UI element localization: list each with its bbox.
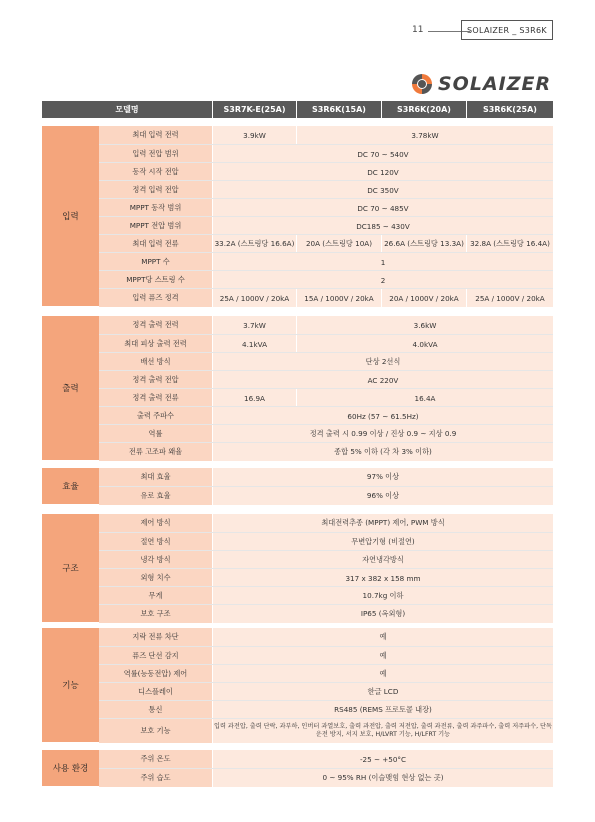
spec-label: MPPT 동작 범위 [99,199,213,217]
spec-label: 역률 [99,425,213,443]
table-row [99,216,553,235]
table-row [99,568,553,587]
spec-value-cell: 20A / 1000V / 20kA [382,289,467,307]
spec-group [42,316,553,460]
spec-value-cell: 3.78kW [411,130,439,140]
spec-label: 입력 퓨즈 정격 [99,289,213,307]
spec-values [213,425,553,443]
table-row [99,700,553,719]
spec-label: 주위 습도 [99,769,213,787]
table-row [99,198,553,217]
spec-values [213,181,553,199]
spec-group [42,468,553,504]
spec-group [42,628,553,742]
spec-values [213,407,553,425]
spec-label: 전류 고조파 왜율 [99,443,213,461]
spec-label: MPPT 수 [99,253,213,271]
spec-value-cell: 3.9kW [213,126,297,144]
table-row [99,604,553,623]
spec-values [213,750,553,768]
logo-text: SOLAIZER [438,73,552,95]
spec-value-cell: DC 350V [367,185,399,195]
spec-values [213,163,553,181]
spec-label: 최대 입력 전력 [99,126,213,144]
spec-values [213,769,553,787]
spec-value-cell: 20A (스트링당 10A) [297,235,382,253]
spec-values [213,569,553,587]
table-row [99,126,553,144]
table-row [99,388,553,407]
spec-values [213,443,553,461]
spec-value-cell: 15A / 1000V / 20kA [297,289,382,307]
spec-values [213,235,553,253]
spec-group-label: 사용 환경 [42,750,99,786]
spec-value-cell: 최대전력추종 (MPPT) 제어, PWM 방식 [321,518,445,527]
spec-value-cell: 1 [380,257,386,267]
spec-value-cell: 자연냉각방식 [362,555,404,564]
spec-value-cell: 16.4A [414,393,436,403]
spec-value-cell: 4.0kVA [412,339,438,349]
table-row [99,252,553,271]
spec-label: 입력 전압 범위 [99,145,213,163]
spec-value-cell: 26.6A (스트링당 13.3A) [382,235,467,253]
spec-label: 무게 [99,587,213,605]
spec-value-cell: 25A / 1000V / 20kA [213,289,297,307]
table-row [99,628,553,646]
spec-value-cell: 예 [379,669,387,678]
column-header-s3r6k-25a: S3R6K(25A) [483,105,537,114]
spec-label: 외형 치수 [99,569,213,587]
spec-group-label: 구조 [42,514,99,622]
spec-values [213,253,553,271]
spec-values [213,316,553,334]
spec-value-cell: DC 70 ~ 540V [357,149,409,159]
spec-label: 제어 방식 [99,514,213,532]
spec-value-cell: 한글 LCD [367,687,399,696]
spec-value-cell: 96% 이상 [366,491,400,500]
table-row [99,162,553,181]
table-row [99,424,553,443]
spec-value-cell: 32.8A (스트링당 16.4A) [470,239,550,248]
spec-value-cell: 4.1kVA [213,335,297,353]
spec-label: MPPT 전압 범위 [99,217,213,235]
spec-value-cell: 3.7kW [213,316,297,334]
spec-value-cell: 0 ~ 95% RH (이슬맺힘 현상 없는 곳) [322,773,444,782]
table-row [99,288,553,307]
spec-values [213,514,553,532]
spec-value-cell: 33.2A (스트링당 16.6A) [213,235,297,253]
spec-label: 퓨즈 단선 감지 [99,647,213,665]
spec-values [213,533,553,551]
table-row [99,334,553,353]
spec-values [213,389,553,407]
spec-values [213,587,553,605]
spec-values [213,353,553,371]
table-row [99,750,553,768]
spec-value-cell: DC 70 ~ 485V [357,203,409,213]
spec-label: 정격 출력 전압 [99,371,213,389]
spec-value-cell: 예 [379,632,387,641]
spec-value-cell: 10.7kg 이하 [362,591,404,600]
spec-values [213,701,553,719]
spec-value-cell: 3.6kW [413,320,437,330]
spec-group-label: 입력 [42,126,99,306]
table-row [99,514,553,532]
spec-label: 배선 방식 [99,353,213,371]
spec-label: 지락 전류 차단 [99,628,213,646]
spec-label: 출력 주파수 [99,407,213,425]
table-row [99,316,553,334]
spec-values [213,335,553,353]
spec-value-cell: 종합 5% 이하 (각 차 3% 이하) [334,447,432,456]
table-row [99,486,553,505]
table-row [99,550,553,569]
spec-label: 디스플레이 [99,683,213,701]
spec-value-cell: AC 220V [367,375,399,385]
spec-label: 절연 방식 [99,533,213,551]
spec-value-cell: 60Hz (57 ~ 61.5Hz) [347,411,419,421]
table-row [99,180,553,199]
spec-value-cell: 25A / 1000V / 20kA [475,293,545,303]
spec-label: 정격 출력 전력 [99,316,213,334]
spec-value-cell: 단상 2선식 [365,357,401,366]
table-row [99,406,553,425]
logo-swirl-icon [410,72,434,96]
spec-value-cell: 16.9A [213,389,297,407]
spec-values [213,126,553,144]
spec-values [213,605,553,623]
spec-value-cell: 예 [379,651,387,660]
spec-value-cell: 정격 출력 시 0.99 이상 / 진상 0.9 ~ 지상 0.9 [309,429,457,438]
spec-label: 냉각 방식 [99,551,213,569]
spec-value-cell: 무변압기형 (비절연) [351,537,415,546]
column-header-s3r7k-e-25a: S3R7K-E(25A) [213,101,297,118]
spec-group [42,750,553,786]
spec-label: 주위 온도 [99,750,213,768]
spec-values [213,289,553,307]
spec-group-label: 효율 [42,468,99,504]
spec-values [213,371,553,389]
spec-label: 역률(능동전압) 제어 [99,665,213,683]
spec-group [42,126,553,306]
spec-values [213,628,553,646]
spec-label: 최대 피상 출력 전력 [99,335,213,353]
spec-value-cell: 2 [380,275,386,285]
spec-label: 정격 출력 전류 [99,389,213,407]
spec-label: 보호 기능 [99,719,213,743]
spec-values [213,551,553,569]
spec-value-cell: -25 ~ +50°C [359,754,407,764]
spec-label: 최대 입력 전류 [99,235,213,253]
spec-values [213,719,553,743]
spec-value-cell: DC185 ~ 430V [356,221,410,231]
table-header-row [42,101,553,118]
column-header-s3r6k-15a: S3R6K(15A) [297,101,382,118]
spec-values [213,487,553,505]
spec-group-label: 기능 [42,628,99,742]
spec-label: 보호 구조 [99,605,213,623]
spec-values [213,145,553,163]
spec-group-label: 출력 [42,316,99,460]
spec-values [213,217,553,235]
spec-value-cell: DC 120V [367,167,399,177]
spec-label: 유로 효율 [99,487,213,505]
spec-group [42,514,553,622]
spec-values [213,271,553,289]
spec-label: MPPT당 스트링 수 [99,271,213,289]
table-row [99,370,553,389]
table-row [99,468,553,486]
spec-label: 동작 시작 전압 [99,163,213,181]
table-row [99,352,553,371]
table-row [99,234,553,253]
spec-label: 최대 효율 [99,468,213,486]
spec-value-cell: 317 x 382 x 158 mm [345,573,421,583]
spec-label: 통신 [99,701,213,719]
spec-label: 정격 입력 전압 [99,181,213,199]
header-title-box: SOLAIZER _ S3R6K [461,20,553,40]
spec-values [213,199,553,217]
table-row [99,682,553,701]
table-row [99,586,553,605]
spec-values [213,683,553,701]
table-row [99,270,553,289]
table-row [99,718,553,743]
spec-values [213,647,553,665]
spec-value-cell: RS485 (REMS 프로토콜 내장) [334,705,432,714]
table-row [99,442,553,461]
table-row [99,646,553,665]
column-header-model: 모델명 [42,101,213,118]
column-header-s3r6k-20a: S3R6K(20A) [382,101,467,118]
table-row [99,768,553,787]
spec-value-cell: 입력 과전압, 출력 단락, 과부하, 인버터 과열보호, 출력 과전압, 출력 저전압, 출력 과전류, 출력 과주파수, 출력 저주파수, 단독운전 방지, 서지 보호, H/LVRT 기능, H/LFRT 기능 [213,723,553,738]
brand-logo [410,71,551,97]
spec-value-cell: IP65 (옥외형) [360,609,406,618]
spec-values [213,468,553,486]
page-number: 11 [412,25,424,35]
table-row [99,144,553,163]
table-row [99,532,553,551]
spec-value-cell: 97% 이상 [366,472,400,481]
spec-values [213,665,553,683]
table-row [99,664,553,683]
